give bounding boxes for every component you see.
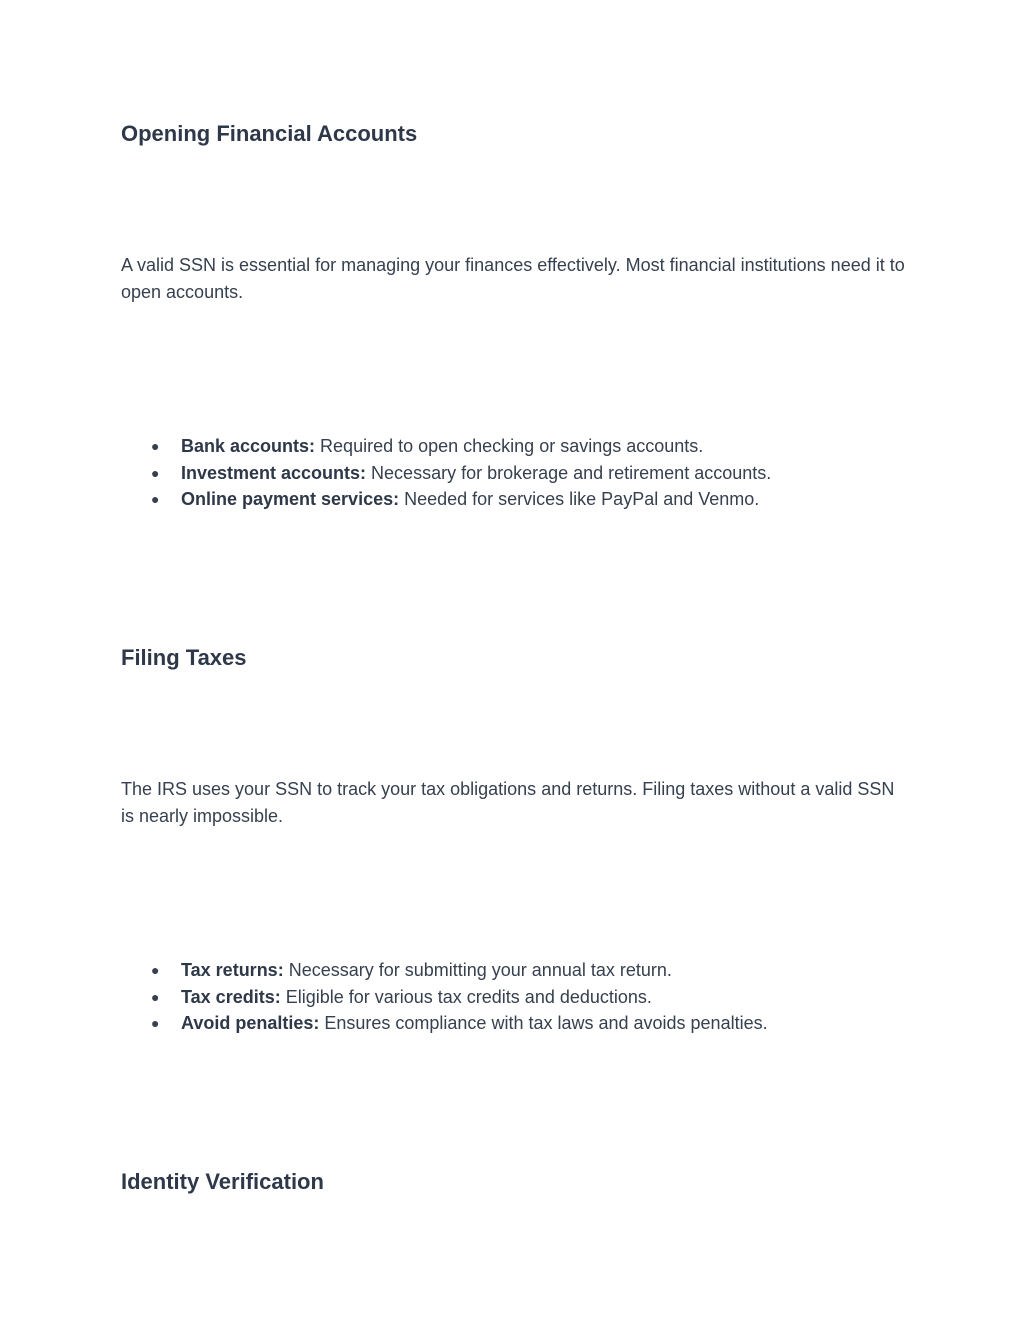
list-item <box>151 1010 951 1037</box>
bullet-icon: ● <box>151 1015 160 1031</box>
bullet-icon: ● <box>151 988 160 1005</box>
list-item-text: Necessary for brokerage and retirement accounts. <box>366 462 772 483</box>
list-item <box>151 460 951 487</box>
section-heading-identity-verification: Identity Verification <box>121 1169 324 1194</box>
list-item <box>151 433 951 460</box>
list-item-text: Necessary for submitting your annual tax return. <box>283 960 672 980</box>
list-item-term: Bank accounts: <box>181 436 316 456</box>
bullet-icon: ● <box>151 962 160 978</box>
financial-accounts-list <box>151 433 951 513</box>
list-item-text: Needed for services like PayPal and Venmo. <box>399 489 760 509</box>
list-item-term: Investment accounts: <box>181 462 367 483</box>
section-paragraph-taxes: The IRS uses your SSN to track your tax obligations and returns. Filing taxes without a valid SSN is nearly impossible. <box>121 779 895 826</box>
filing-taxes-list <box>151 957 951 1037</box>
list-item <box>151 486 951 513</box>
list-item-term: Avoid penalties: <box>181 1013 320 1033</box>
list-item-term: Online payment services: <box>181 489 400 509</box>
list-item-term: Tax credits: <box>181 986 281 1007</box>
list-item-text: Ensures compliance with tax laws and avoids penalties. <box>319 1013 768 1033</box>
list-item-text: Required to open checking or savings accounts. <box>315 436 704 456</box>
section-heading-opening-financial-accounts: Opening Financial Accounts <box>121 121 418 146</box>
section-heading-filing-taxes: Filing Taxes <box>121 645 247 670</box>
bullet-icon: ● <box>151 491 160 507</box>
list-item <box>151 957 951 984</box>
section-paragraph-financial: A valid SSN is essential for managing your finances effectively. Most financial institutions need it to open accounts. <box>121 255 905 302</box>
list-item-text: Eligible for various tax credits and deductions. <box>280 986 652 1007</box>
list-item <box>151 984 951 1011</box>
bullet-icon: ● <box>151 438 160 454</box>
bullet-icon: ● <box>151 464 160 481</box>
list-item-term: Tax returns: <box>181 960 284 980</box>
